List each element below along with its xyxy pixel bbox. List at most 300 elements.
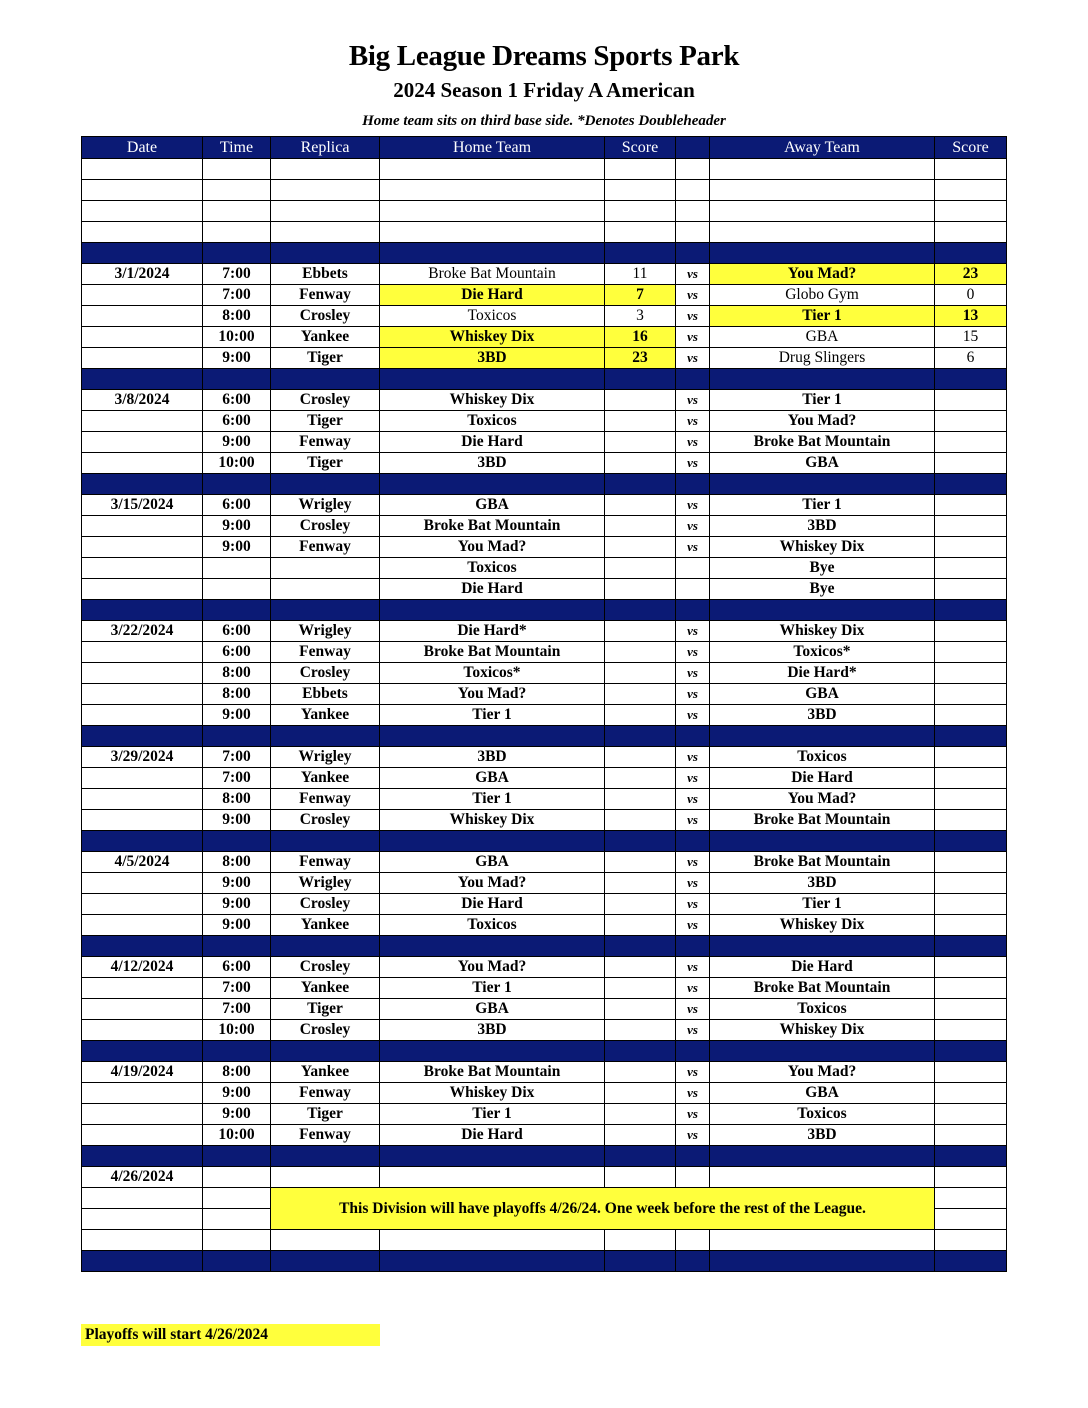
col-header-vs [676,137,710,159]
away-score [935,978,1007,999]
separator-cell [935,1146,1007,1167]
home-score [605,1062,676,1083]
separator-cell [935,474,1007,495]
game-replica: Tiger [271,1104,380,1125]
home-score [605,1167,676,1188]
away-team: Toxicos [710,747,935,768]
game-row [82,810,1007,831]
away-team: Bye [710,558,935,579]
game-row [82,789,1007,810]
home-team: Die Hard [380,285,605,306]
game-time: 8:00 [203,789,271,810]
separator-cell [605,1041,676,1062]
away-score [935,915,1007,936]
vs-label: vs [676,495,710,516]
vs-label: vs [676,1020,710,1041]
game-time: 6:00 [203,621,271,642]
game-replica: Yankee [271,768,380,789]
separator-cell [203,369,271,390]
game-time: 8:00 [203,1062,271,1083]
home-team: Die Hard [380,579,605,600]
home-team: Die Hard [380,432,605,453]
away-score [935,894,1007,915]
game-date [82,453,203,474]
week-separator [82,243,1007,264]
separator-cell [203,726,271,747]
game-replica [271,558,380,579]
separator-cell [380,243,605,264]
separator-cell [676,369,710,390]
separator-cell [935,600,1007,621]
away-score [935,1167,1007,1188]
vs-label: vs [676,978,710,999]
away-score [935,579,1007,600]
home-team: Toxicos* [380,663,605,684]
away-team: 3BD [710,873,935,894]
separator-cell [935,1251,1007,1272]
away-team: You Mad? [710,1062,935,1083]
game-date: 4/26/2024 [82,1167,203,1188]
schedule-table [81,136,1007,1272]
vs-label: vs [676,789,710,810]
game-replica: Yankee [271,978,380,999]
separator-cell [380,726,605,747]
home-team [380,180,605,201]
separator-cell [605,1146,676,1167]
game-replica: Fenway [271,537,380,558]
game-replica: Tiger [271,999,380,1020]
away-team: Whiskey Dix [710,621,935,642]
home-team: Toxicos [380,306,605,327]
game-replica [271,222,380,243]
separator-cell [676,726,710,747]
col-header-home-team: Home Team [380,137,605,159]
game-date [82,663,203,684]
home-score [605,159,676,180]
separator-cell [271,600,380,621]
game-replica: Tiger [271,453,380,474]
game-row [82,852,1007,873]
away-score [935,621,1007,642]
game-row [82,1062,1007,1083]
away-score: 13 [935,306,1007,327]
vs-label [676,201,710,222]
away-score [935,1083,1007,1104]
game-time: 9:00 [203,348,271,369]
game-date [82,432,203,453]
away-team: Tier 1 [710,495,935,516]
away-team: Toxicos* [710,642,935,663]
game-date [82,1209,203,1230]
game-date [82,327,203,348]
separator-cell [82,831,203,852]
home-score: 23 [605,348,676,369]
game-replica: Yankee [271,915,380,936]
away-score [935,1230,1007,1251]
away-score [935,999,1007,1020]
away-score [935,201,1007,222]
away-team [710,201,935,222]
home-team: Tier 1 [380,789,605,810]
vs-label: vs [676,411,710,432]
game-date [82,558,203,579]
separator-cell [271,1251,380,1272]
home-score: 7 [605,285,676,306]
away-score [935,1104,1007,1125]
home-score [605,516,676,537]
game-date [82,978,203,999]
game-row [82,978,1007,999]
game-time: 10:00 [203,1125,271,1146]
vs-label: vs [676,852,710,873]
separator-cell [676,243,710,264]
game-row [82,390,1007,411]
home-score [605,978,676,999]
game-date [82,642,203,663]
vs-label: vs [676,621,710,642]
home-team: 3BD [380,453,605,474]
separator-cell [710,936,935,957]
page-subtitle: 2024 Season 1 Friday A American [393,78,695,102]
away-score [935,1020,1007,1041]
away-team: Die Hard* [710,663,935,684]
game-time: 10:00 [203,1020,271,1041]
separator-cell [203,936,271,957]
vs-label: vs [676,894,710,915]
away-score [935,705,1007,726]
game-row [82,957,1007,978]
col-header-date: Date [82,137,203,159]
away-team [710,180,935,201]
game-time: 8:00 [203,852,271,873]
vs-label: vs [676,537,710,558]
away-team [710,222,935,243]
home-score [605,873,676,894]
away-team: Whiskey Dix [710,537,935,558]
game-replica: Fenway [271,642,380,663]
home-team: You Mad? [380,684,605,705]
game-replica [271,1167,380,1188]
home-score [605,789,676,810]
separator-cell [676,936,710,957]
col-header-away-score: Score [935,137,1007,159]
game-date [82,516,203,537]
separator-cell [203,831,271,852]
separator-cell [710,369,935,390]
home-team: 3BD [380,747,605,768]
separator-cell [380,1146,605,1167]
home-score [605,810,676,831]
game-time: 9:00 [203,1083,271,1104]
game-row [82,999,1007,1020]
separator-cell [380,600,605,621]
home-team: 3BD [380,348,605,369]
game-row [82,411,1007,432]
separator-cell [710,831,935,852]
game-row [82,159,1007,180]
game-row [82,684,1007,705]
home-score: 11 [605,264,676,285]
home-team [380,1230,605,1251]
game-row [82,348,1007,369]
game-date [82,915,203,936]
separator-cell [82,1146,203,1167]
separator-cell [605,936,676,957]
separator-cell [271,369,380,390]
home-score [605,432,676,453]
home-score [605,705,676,726]
vs-label [676,558,710,579]
vs-label: vs [676,684,710,705]
away-score [935,1209,1007,1230]
game-time: 9:00 [203,537,271,558]
vs-label [676,1167,710,1188]
separator-cell [82,1251,203,1272]
vs-label: vs [676,264,710,285]
home-score [605,222,676,243]
game-time: 9:00 [203,705,271,726]
separator-cell [82,369,203,390]
game-replica: Fenway [271,852,380,873]
away-team: Tier 1 [710,306,935,327]
home-team: Die Hard [380,894,605,915]
separator-cell [271,726,380,747]
away-team: GBA [710,1083,935,1104]
away-score [935,222,1007,243]
game-replica: Crosley [271,894,380,915]
separator-cell [271,1146,380,1167]
away-score [935,558,1007,579]
separator-cell [605,1251,676,1272]
game-replica [271,180,380,201]
home-score: 3 [605,306,676,327]
game-row [82,264,1007,285]
separator-cell [271,831,380,852]
game-row [82,873,1007,894]
home-score [605,558,676,579]
game-replica [271,201,380,222]
away-team: Broke Bat Mountain [710,852,935,873]
game-row [82,768,1007,789]
game-date [82,222,203,243]
away-score [935,453,1007,474]
week-separator [82,1146,1007,1167]
game-time: 7:00 [203,264,271,285]
home-team: You Mad? [380,873,605,894]
separator-cell [203,1146,271,1167]
separator-cell [605,474,676,495]
home-score [605,1104,676,1125]
col-header-home-score: Score [605,137,676,159]
game-row [82,915,1007,936]
away-score [935,1125,1007,1146]
away-team: You Mad? [710,264,935,285]
away-team: Whiskey Dix [710,915,935,936]
separator-cell [82,243,203,264]
game-date: 4/12/2024 [82,957,203,978]
home-score [605,915,676,936]
away-team: Die Hard [710,957,935,978]
away-score [935,852,1007,873]
game-replica: Wrigley [271,873,380,894]
separator-cell [82,474,203,495]
separator-cell [935,369,1007,390]
schedule-body [82,159,1007,1272]
week-separator [82,831,1007,852]
home-score [605,579,676,600]
separator-cell [380,369,605,390]
col-header-replica: Replica [271,137,380,159]
game-date [82,894,203,915]
game-date: 4/19/2024 [82,1062,203,1083]
game-time: 9:00 [203,894,271,915]
vs-label: vs [676,747,710,768]
game-time [203,1209,271,1230]
vs-label: vs [676,306,710,327]
game-time: 6:00 [203,642,271,663]
home-team: You Mad? [380,537,605,558]
separator-cell [203,1041,271,1062]
game-replica: Tiger [271,411,380,432]
game-row [82,1104,1007,1125]
week-separator [82,726,1007,747]
away-team: Globo Gym [710,285,935,306]
game-row [82,1020,1007,1041]
home-score: 16 [605,327,676,348]
separator-cell [935,1041,1007,1062]
away-team: GBA [710,684,935,705]
away-score [935,516,1007,537]
away-team: You Mad? [710,789,935,810]
separator-cell [676,1251,710,1272]
vs-label [676,222,710,243]
game-time [203,1167,271,1188]
separator-cell [605,369,676,390]
away-score [935,1188,1007,1209]
vs-label: vs [676,348,710,369]
home-team: You Mad? [380,957,605,978]
week-separator [82,1251,1007,1272]
game-replica: Yankee [271,327,380,348]
home-team: Broke Bat Mountain [380,516,605,537]
separator-cell [710,1146,935,1167]
away-team: Tier 1 [710,894,935,915]
away-score [935,663,1007,684]
home-score [605,453,676,474]
game-date [82,873,203,894]
away-team: GBA [710,453,935,474]
game-replica: Ebbets [271,684,380,705]
separator-cell [82,726,203,747]
away-score [935,159,1007,180]
separator-cell [380,936,605,957]
home-team: Whiskey Dix [380,390,605,411]
vs-label: vs [676,285,710,306]
game-date [82,180,203,201]
vs-label: vs [676,1083,710,1104]
home-score [605,684,676,705]
game-date [82,1083,203,1104]
away-team: Tier 1 [710,390,935,411]
separator-cell [935,936,1007,957]
home-score [605,663,676,684]
home-team: Broke Bat Mountain [380,1062,605,1083]
home-score [605,852,676,873]
away-team: 3BD [710,516,935,537]
vs-label: vs [676,705,710,726]
separator-cell [710,243,935,264]
separator-cell [82,936,203,957]
game-time [203,201,271,222]
separator-cell [605,243,676,264]
game-date [82,285,203,306]
home-score [605,957,676,978]
separator-cell [605,600,676,621]
away-score: 23 [935,264,1007,285]
game-row [82,558,1007,579]
home-score [605,390,676,411]
away-team: 3BD [710,705,935,726]
game-row [82,180,1007,201]
game-date [82,1104,203,1125]
game-date [82,789,203,810]
game-replica: Fenway [271,1125,380,1146]
home-score [605,1083,676,1104]
week-separator [82,474,1007,495]
game-date: 3/1/2024 [82,264,203,285]
vs-label [676,1230,710,1251]
game-time: 7:00 [203,285,271,306]
schedule-note: Home team sits on third base side. *Denotes Doubleheader [362,113,726,129]
away-score [935,684,1007,705]
away-score [935,768,1007,789]
week-separator [82,936,1007,957]
game-time: 9:00 [203,516,271,537]
vs-label: vs [676,663,710,684]
game-date: 4/5/2024 [82,852,203,873]
col-header-away-team: Away Team [710,137,935,159]
home-team: Whiskey Dix [380,1083,605,1104]
game-row [82,516,1007,537]
home-team: Whiskey Dix [380,810,605,831]
home-team: 3BD [380,1020,605,1041]
vs-label: vs [676,1104,710,1125]
vs-label: vs [676,1062,710,1083]
home-team: Die Hard [380,1125,605,1146]
away-team: Toxicos [710,999,935,1020]
home-team: GBA [380,999,605,1020]
home-score [605,621,676,642]
away-team: Die Hard [710,768,935,789]
home-score [605,1125,676,1146]
game-replica: Crosley [271,957,380,978]
away-score [935,873,1007,894]
game-replica [271,159,380,180]
game-date [82,1188,203,1209]
game-row [82,1125,1007,1146]
separator-cell [380,1251,605,1272]
game-time [203,180,271,201]
game-replica: Wrigley [271,495,380,516]
game-date [82,537,203,558]
home-team: Die Hard* [380,621,605,642]
game-replica: Fenway [271,1083,380,1104]
game-time: 7:00 [203,999,271,1020]
separator-cell [676,831,710,852]
game-time [203,579,271,600]
separator-cell [676,600,710,621]
game-time [203,222,271,243]
